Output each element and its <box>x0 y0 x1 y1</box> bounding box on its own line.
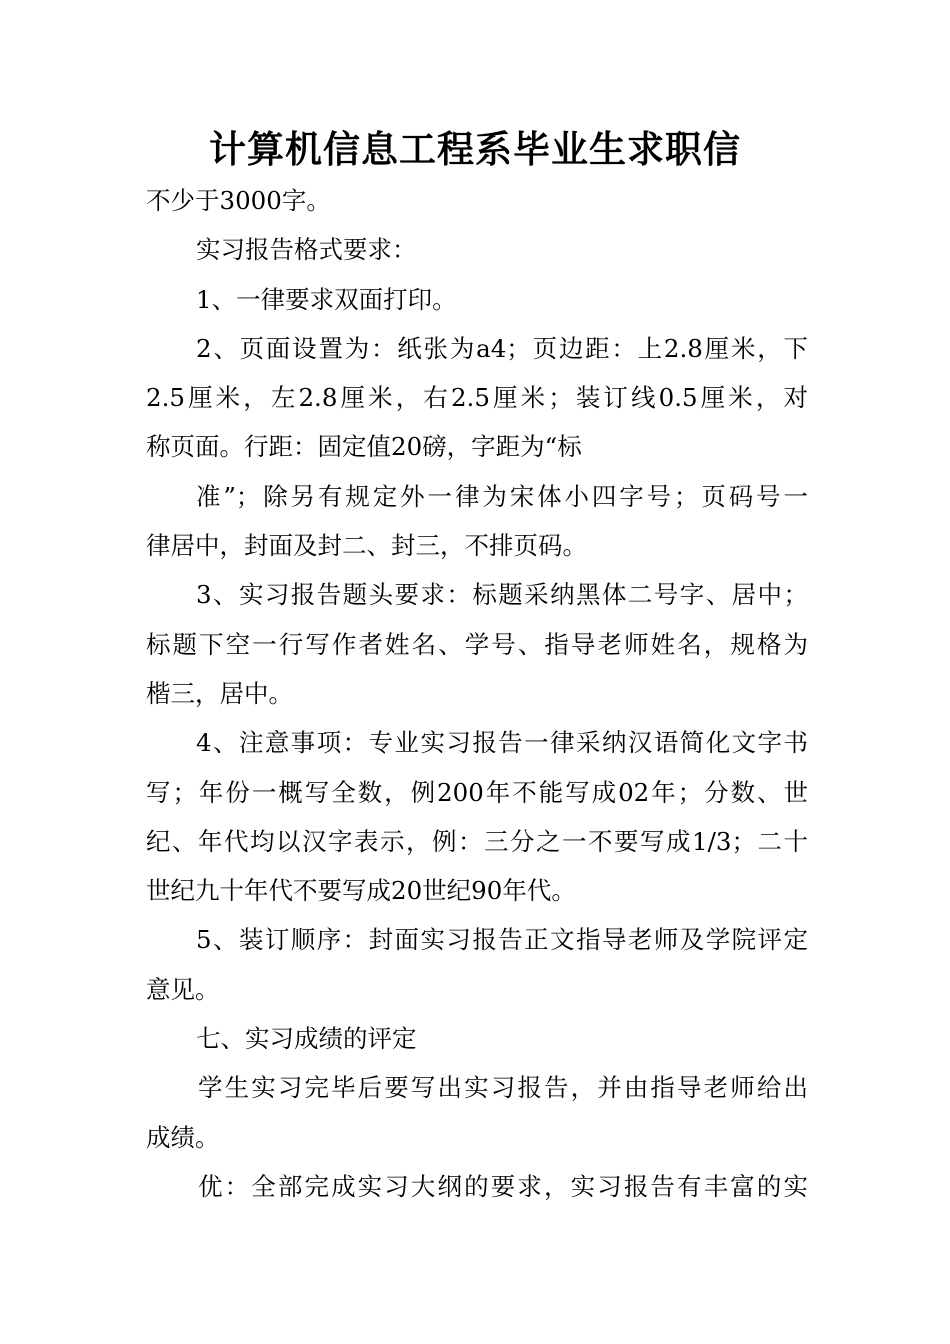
section-heading: 七、实习成绩的评定 <box>196 1024 417 1054</box>
paragraph-line: 楷三，居中。 <box>146 678 293 708</box>
paragraph-line: 不少于3000字。 <box>146 186 331 215</box>
document-title: 计算机信息工程系毕业生求职信 <box>209 128 741 171</box>
paragraph-line: 5、装订顺序：封面实习报告正文指导老师及学院评定 <box>196 925 808 955</box>
paragraph-line: 标题下空一行写作者姓名、学号、指导老师姓名，规格为 <box>146 629 808 659</box>
paragraph-line: 准”；除另有规定外一律为宋体小四字号；页码号一 <box>196 481 808 511</box>
paragraph-line: 成绩。 <box>146 1122 220 1152</box>
paragraph-line: 纪、年代均以汉字表示，例：三分之一不要写成1/3；二十 <box>146 826 808 856</box>
paragraph-line: 4、注意事项：专业实习报告一律采纳汉语简化文字书 <box>196 728 808 758</box>
paragraph-line: 写；年份一概写全数，例200年不能写成02年；分数、世 <box>146 777 808 807</box>
paragraph-line: 称页面。行距：固定值20磅，字距为“标 <box>146 432 582 462</box>
paragraph-line: 实习报告格式要求： <box>196 235 417 265</box>
paragraph-line: 优：全部完成实习大纲的要求，实习报告有丰富的实 <box>198 1171 808 1201</box>
paragraph-line: 世纪九十年代不要写成20世纪90年代。 <box>146 876 576 906</box>
paragraph-line: 律居中，封面及封二、封三，不排页码。 <box>146 531 587 561</box>
paragraph-line: 学生实习完毕后要写出实习报告，并由指导老师给出 <box>198 1073 808 1103</box>
paragraph-line: 2、页面设置为：纸张为a4；页边距：上2.8厘米，下 <box>196 333 808 363</box>
paragraph-line: 意见。 <box>146 974 220 1004</box>
document-body <box>146 176 808 1211</box>
paragraph-line: 1、一律要求双面打印。 <box>196 284 457 314</box>
paragraph-line: 3、实习报告题头要求：标题采纳黑体二号字、居中； <box>196 580 808 610</box>
paragraph-line: 2.5厘米，左2.8厘米，右2.5厘米；装订线0.5厘米，对 <box>146 383 808 413</box>
